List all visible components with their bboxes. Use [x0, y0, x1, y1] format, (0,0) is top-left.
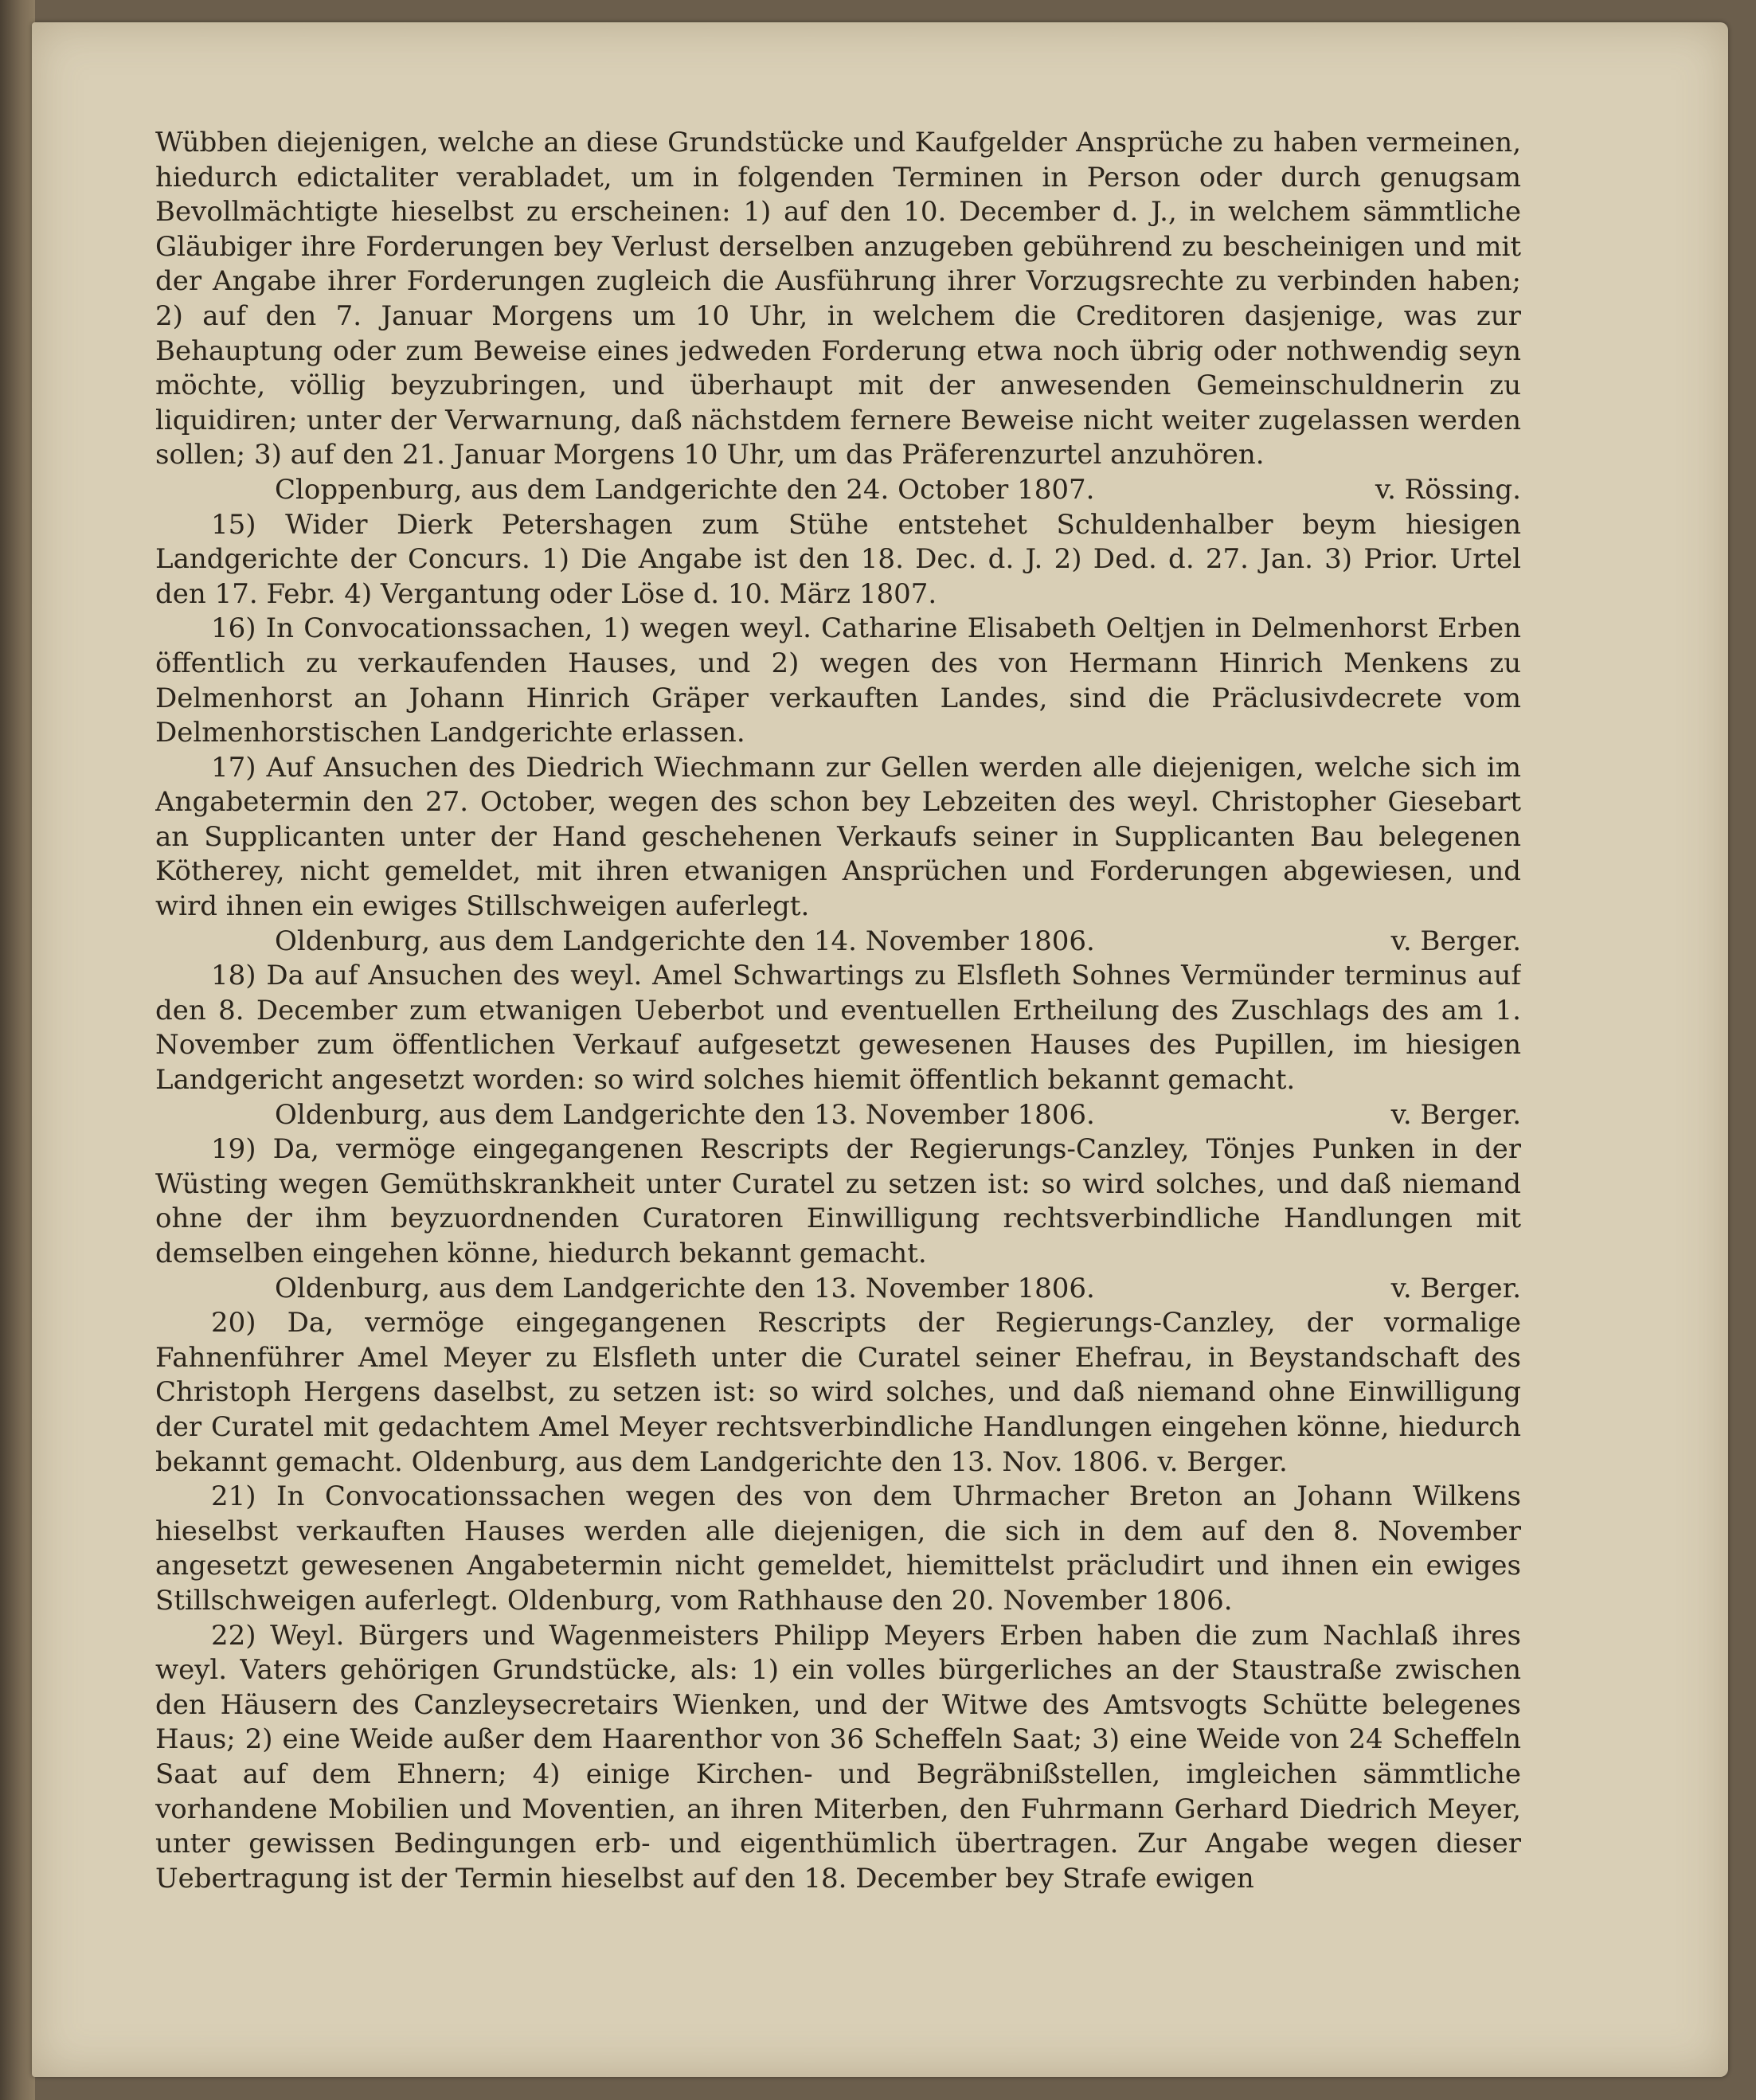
paragraph-21: 21) In Convocationssachen wegen des von dem Uhrmacher Breton an Johann Wilkens hieselbst verkauften Hauses werden alle diejenigen, die sich in dem auf den 8. November angesetzt gewesenen Angabetermin nicht gemeldet, hiemittelst präcludirt und ihnen ein ewiges Stillschweigen auferlegt. Oldenburg, vom Rathhause den 20. November 1806.: [155, 1480, 1521, 1617]
page-text: [155, 126, 1521, 1926]
paragraph-opening: Wübben diejenigen, welche an diese Grundstücke und Kaufgelder Ansprüche zu haben vermeinen, hiedurch edictaliter verabladet, um in folgenden Terminen in Person oder durch genugsam Bevollmächtigte hieselbst zu erscheinen: 1) auf den 10. December d. J., in welchem sämmtliche Gläubiger ihre Forderungen bey Verlust derselben anzugeben gebührend zu bescheinigen und mit der Angabe ihrer Forderungen zugleich die Ausführung ihrer Vorzugsrechte zu verbinden haben; 2) auf den 7. Januar Morgens um 10 Uhr, in welchem die Creditoren dasjenige, was zur Behauptung oder zum Beweise eines jedweden Forderung etwa noch übrig oder nothwendig seyn möchte, völlig beyzubringen, und überhaupt mit der anwesenden Gemeinschuldnerin zu liquidiren; unter der Verwarnung, daß nächstdem fernere Beweise nicht weiter zugelassen werden sollen; 3) auf den 21. Januar Morgens 10 Uhr, um das Präferenzurtel anzuhören.: [155, 127, 1521, 471]
paragraph-18: 18) Da auf Ansuchen des weyl. Amel Schwartings zu Elsfleth Sohnes Vermünder terminus auf den 8. December zum etwanigen Ueberbot und eventuellen Ertheilung des Zuschlags des am 1. November zum öffentlichen Verkauf aufgesetzt gewesenen Hauses des Pupillen, im hiesigen Landgericht angesetzt worden: so wird solches hiemit öffentlich bekannt gemacht.: [155, 960, 1521, 1097]
paragraph-15: 15) Wider Dierk Petershagen zum Stühe entstehet Schuldenhalber beym hiesigen Landgerichte der Concurs. 1) Die Angabe ist den 18. Dec. d. J. 2) Ded. d. 27. Jan. 3) Prior. Urtel den 17. Febr. 4) Vergantung oder Löse d. 10. März 1807.: [155, 508, 1521, 610]
signature-place: Oldenburg, aus dem Landgerichte den 14. November 1806.: [275, 925, 1095, 957]
signature-signer: v. Berger.: [1390, 1098, 1521, 1131]
paragraph-22: 22) Weyl. Bürgers und Wagenmeisters Philipp Meyers Erben haben die zum Nachlaß ihres weyl. Vaters gehörigen Grundstücke, als: 1) ein volles bürgerliches an der Staustraße zwischen den Häusern des Canzleysecretairs Wienken, und der Witwe des Amtsvogts Schütte belegenes Haus; 2) eine Weide außer dem Haarenthor von 36 Scheffeln Saat; 3) eine Weide von 24 Scheffeln Saat auf dem Ehnern; 4) einige Kirchen- und Begräbnißstellen, imgleichen sämmtliche vorhandene Mobilien und Moventien, an ihren Miterben, den Fuhrmann Gerhard Diedrich Meyer, unter gewissen Bedingungen erb- und eigenthümlich übertragen. Zur Angabe wegen dieser Uebertragung ist der Termin hieselbst auf den 18. December bey Strafe ewigen: [155, 1619, 1521, 1895]
signature-signer: v. Berger.: [1390, 925, 1521, 957]
page: [32, 22, 1728, 2077]
signature-place: Oldenburg, aus dem Landgerichte den 13. November 1806.: [275, 1272, 1095, 1304]
signature-line: [155, 1098, 1521, 1133]
paragraph-20: 20) Da, vermöge eingegangenen Rescripts der Regierungs-Canzley, der vormalige Fahnenführer Amel Meyer zu Elsfleth unter die Curatel seiner Ehefrau, in Beystandschaft des Christoph Hergens daselbst, zu setzen ist: so wird solches, und daß niemand ohne Einwilligung der Curatel mit gedachtem Amel Meyer rechtsverbindliche Handlungen eingehen könne, hiedurch bekannt gemacht. Oldenburg, aus dem Landgerichte den 13. Nov. 1806. v. Berger.: [155, 1307, 1521, 1478]
paragraph-19: 19) Da, vermöge eingegangenen Rescripts der Regierungs-Canzley, Tönjes Punken in der Wüsting wegen Gemüthskrankheit unter Curatel zu setzen ist: so wird solches, und daß niemand ohne der ihm beyzuordnenden Curatoren Einwilligung rechtsverbindliche Handlungen mit demselben eingehen könne, hiedurch bekannt gemacht.: [155, 1133, 1521, 1269]
signature-signer: v. Berger.: [1390, 1272, 1521, 1304]
book-binding: [0, 0, 35, 2100]
paragraph-16: 16) In Convocationssachen, 1) wegen weyl. Catharine Elisabeth Oeltjen in Delmenhorst Erben öffentlich zu verkaufenden Hauses, und 2) wegen des von Hermann Hinrich Menkens zu Delmenhorst an Johann Hinrich Gräper verkauften Landes, sind die Präclusivdecrete vom Delmenhorstischen Landgerichte erlassen.: [155, 612, 1521, 749]
signature-place: Cloppenburg, aus dem Landgerichte den 24. October 1807.: [275, 473, 1095, 506]
signature-place: Oldenburg, aus dem Landgerichte den 13. November 1806.: [275, 1098, 1095, 1131]
signature-line: [155, 473, 1521, 508]
signature-line: [155, 925, 1521, 960]
signature-signer: v. Rössing.: [1375, 473, 1521, 506]
signature-line: [155, 1272, 1521, 1307]
paragraph-17: 17) Auf Ansuchen des Diedrich Wiechmann zur Gellen werden alle diejenigen, welche sich im Angabetermin den 27. October, wegen des schon bey Lebzeiten des weyl. Christopher Giesebart an Supplicanten unter der Hand geschehenen Verkaufs seiner in Supplicanten Bau belegenen Kötherey, nicht gemeldet, mit ihren etwanigen Ansprüchen und Forderungen abgewiesen, und wird ihnen ein ewiges Stillschweigen auferlegt.: [155, 751, 1521, 923]
